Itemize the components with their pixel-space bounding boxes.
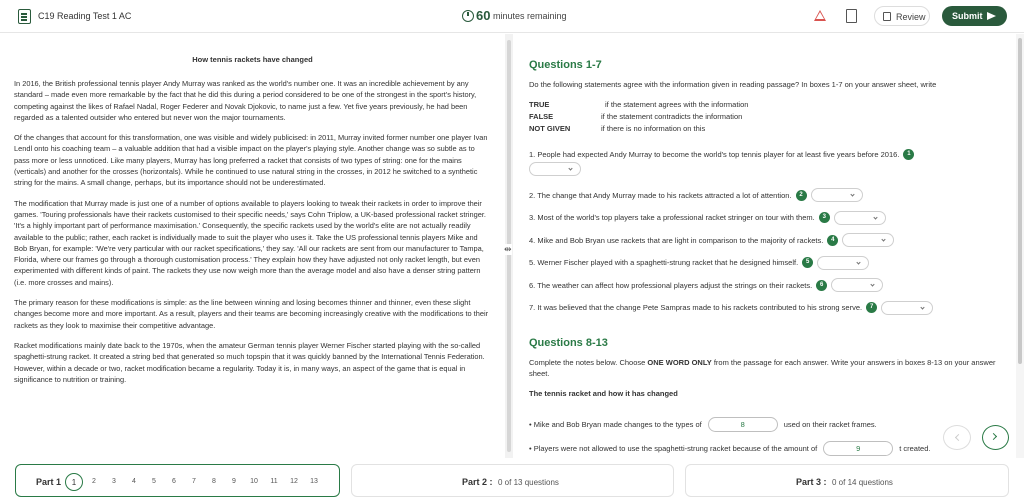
top-bar — [0, 0, 1024, 33]
part-3-label: Part 3 : — [796, 477, 827, 487]
warning-icon[interactable] — [814, 10, 826, 21]
part-3-tab[interactable] — [685, 464, 1009, 497]
notes-title: The tennis racket and how it has changed — [529, 389, 678, 398]
question-nav-button[interactable]: 13 — [310, 478, 318, 485]
part-1-tab[interactable] — [15, 464, 340, 497]
question-number-badge: 2 — [796, 190, 807, 201]
passage-paragraph: Racket modifications mainly date back to the 1970s, when the amateur German tennis player Werner Fischer started playing with the so-called spaghetti-strung racket. It created a string bed that generated so much topspin that it was quickly banned by the International Tennis Federation. However, within a decade or two, racket modification became a regularity. Today it is, in many ways, an aspect of the game that is equal in significance to nutrition or training. — [14, 340, 485, 384]
part-3-count: 0 of 14 questions — [832, 478, 893, 487]
question-item — [529, 184, 1000, 207]
question-nav-button[interactable]: 9 — [232, 478, 236, 485]
question-text: 6. The weather can affect how professional players adjust the strings on their rackets. — [529, 280, 813, 290]
answer-select[interactable] — [842, 233, 894, 247]
question-item — [529, 297, 1000, 320]
question-number-badge: 6 — [816, 280, 827, 291]
chevron-down-icon — [850, 193, 854, 197]
passage-paragraph: The modification that Murray made is just one of a number of options available to players looking to tweak their rackets in order to improve their games. 'Touring professionals have their rackets customised to their specific needs,' says Cohn Triplow, a UK-based professional racket stringer. 'It's a highly important part of performance maximisation.' Consequently, the specific rackets used by the world's elite are not actually readily available to the public; rather, each racket is individually made to suit the player who uses it. Take the US professional tennis players Mike and Bob Bryan, for example: 'We're very particular with our racket specifications,' they say. 'All our rackets are sent from our manufacturer to Tampa, Florida, where our frames go through a thorough customisation process.' They explain how they have adjusted not only racket length, but even experimented with different kinds of paint. The rackets they use now weigh more than the average model and also have a denser string pattern (i.e. more crosses and mains). — [14, 198, 486, 287]
chevron-left-icon — [955, 434, 962, 441]
question-text: 4. Mike and Bob Bryan use rackets that are light in comparison to the majority of rackets. — [529, 235, 824, 245]
resize-handle-icon[interactable]: ⇹ — [504, 244, 512, 254]
send-icon — [987, 12, 996, 20]
answer-select[interactable] — [831, 278, 883, 292]
submit-button[interactable] — [942, 6, 1007, 26]
question-text: 1. People had expected Andy Murray to become the world's top tennis player for at least five years before 2016. — [529, 149, 900, 159]
question-nav-button[interactable]: 8 — [212, 478, 216, 485]
question-nav-button[interactable]: 12 — [290, 478, 298, 485]
questions-1-7-heading: Questions 1-7 — [529, 59, 602, 71]
note-text: used on their racket frames. — [783, 419, 877, 429]
questions-scrollbar[interactable] — [1016, 34, 1024, 458]
chevron-down-icon — [857, 260, 861, 264]
questions-8-13-heading: Questions 8-13 — [529, 337, 608, 349]
passage-paragraph: In 2016, the British professional tennis player Andy Murray was ranked as the world's number one. It was an incredible achievement by any standard – made even more remarkable by the fact that he did this during a period considered to be one of the strongest in the sport's history, competing against the likes of Rafael Nadal, Roger Federer and Novak Djokovic, to name just a few. Yet five years previously, he had been regarded as a talented outsider who entered but never won the major tournaments. — [14, 79, 477, 122]
part-navigation — [0, 458, 1024, 502]
answer-select[interactable] — [817, 256, 869, 270]
part-2-label: Part 2 : — [462, 477, 493, 487]
timer-value: 60 — [476, 8, 491, 23]
question-number-badge: 1 — [903, 149, 914, 160]
part-2-count: 0 of 13 questions — [498, 478, 559, 487]
instruction-text: Complete the notes below. Choose — [529, 358, 648, 367]
answer-input[interactable]: 8 — [708, 417, 778, 432]
test-title: C19 Reading Test 1 AC — [38, 11, 132, 21]
passage-panel[interactable] — [0, 34, 505, 458]
question-text: 5. Werner Fischer played with a spaghetti-strung racket that he designed himself. — [529, 258, 799, 268]
answer-select[interactable] — [811, 188, 863, 202]
chevron-down-icon — [882, 238, 886, 242]
legend-value: if the statement contradicts the information — [601, 112, 743, 121]
question-nav-button[interactable]: 5 — [152, 478, 156, 485]
question-nav-button[interactable]: 6 — [172, 478, 176, 485]
question-item — [529, 252, 1000, 275]
question-text: 7. It was believed that the change Pete Sampras made to his rackets contributed to his strong serve. — [529, 303, 863, 313]
question-number-badge: 4 — [827, 235, 838, 246]
review-button[interactable] — [874, 6, 930, 26]
passage-title: How tennis rackets have changed — [192, 55, 313, 64]
question-number-badge: 7 — [866, 302, 877, 313]
scrollbar-thumb[interactable] — [1018, 38, 1022, 364]
questions-panel[interactable] — [513, 34, 1016, 458]
legend-key: NOT GIVEN — [529, 124, 571, 133]
question-item — [529, 146, 1000, 162]
question-nav-button[interactable]: 11 — [270, 478, 278, 485]
answer-legend — [529, 100, 1000, 136]
timer-label: minutes remaining — [493, 11, 567, 21]
question-text: 3. Most of the world's top players take a professional racket stringer on tour with them. — [529, 213, 815, 223]
chevron-down-icon — [568, 166, 572, 170]
answer-select[interactable] — [881, 301, 933, 315]
question-item — [529, 207, 1000, 230]
question-number-badge: 5 — [802, 257, 813, 268]
chevron-down-icon — [920, 305, 924, 309]
chevron-right-icon — [990, 433, 997, 440]
legend-key: TRUE — [529, 100, 550, 109]
question-nav-button[interactable]: 7 — [192, 478, 196, 485]
question-nav-button[interactable]: 2 — [92, 478, 96, 485]
chevron-down-icon — [873, 215, 877, 219]
review-label: Review — [896, 12, 926, 22]
instruction-text: from the passage for each answer. Write your answers in boxes 8-13 on your answer sheet. — [529, 358, 996, 378]
note-item — [529, 436, 1000, 458]
legend-value: if the statement agrees with the information — [605, 100, 749, 109]
passage-paragraph: Of the changes that account for this transformation, one was visible and widely publicised: in 2011, Murray invited former number one player Ivan Lendl onto his coaching team – a valuable addition that had a visible impact on the player's playing style. Another change was so subtle as to pass more or less unnoticed. Like many players, Murray has long preferred a racket that consists of two types of string: one for the mains (verticals) and another for the crosses (horizontals). While he continued to use natural string in the crosses, in 2012 he switched to a synthetic string for the mains. A small change, perhaps, but its importance should not be underestimated. — [14, 133, 488, 188]
note-item — [529, 412, 1000, 436]
part-1-label: Part 1 — [36, 477, 62, 487]
chevron-down-icon — [871, 283, 875, 287]
passage-paragraph: The primary reason for these modifications is simple: as the line between winning and losing becomes thinner and thinner, even these slight changes become more and more important. As a result, players and their teams are becoming increasingly creative with the modifications to their rackets as they look to maximise their competitive advantage. — [14, 298, 489, 330]
submit-label: Submit — [952, 11, 983, 21]
question-nav-button[interactable]: 10 — [250, 478, 258, 485]
question-item — [529, 229, 1000, 252]
question-number-badge: 3 — [819, 212, 830, 223]
legend-key: FALSE — [529, 112, 554, 121]
answer-input[interactable]: 9 — [823, 441, 893, 456]
question-answer-row — [529, 162, 1000, 184]
document-icon — [18, 9, 31, 24]
note-text: • Players were not allowed to use the spaghetti-strung racket because of the amount of — [529, 443, 818, 453]
clock-icon — [462, 10, 474, 22]
note-text: • Mike and Bob Bryan made changes to the types of — [529, 419, 702, 429]
review-icon — [883, 12, 891, 21]
answer-select[interactable] — [834, 211, 886, 225]
part-2-tab[interactable] — [351, 464, 674, 497]
legend-value: if there is no information on this — [601, 124, 706, 133]
question-text: 2. The change that Andy Murray made to his rackets attracted a lot of attention. — [529, 190, 792, 200]
question-nav-button[interactable]: 3 — [112, 478, 116, 485]
question-item — [529, 274, 1000, 297]
notes-icon[interactable] — [846, 9, 857, 23]
previous-button[interactable] — [943, 425, 971, 450]
question-nav-button[interactable]: 1 — [65, 473, 83, 491]
question-nav-button[interactable]: 4 — [132, 478, 136, 485]
next-button[interactable] — [982, 425, 1009, 450]
answer-select[interactable] — [529, 162, 581, 176]
instruction-emphasis: ONE WORD ONLY — [647, 358, 712, 367]
questions-1-7-instruction: Do the following statements agree with the information given in reading passage? In boxes 1-7 on your answer sheet, write — [529, 80, 937, 89]
questions-8-13-instruction — [529, 357, 1000, 379]
note-text: t created. — [899, 443, 931, 453]
